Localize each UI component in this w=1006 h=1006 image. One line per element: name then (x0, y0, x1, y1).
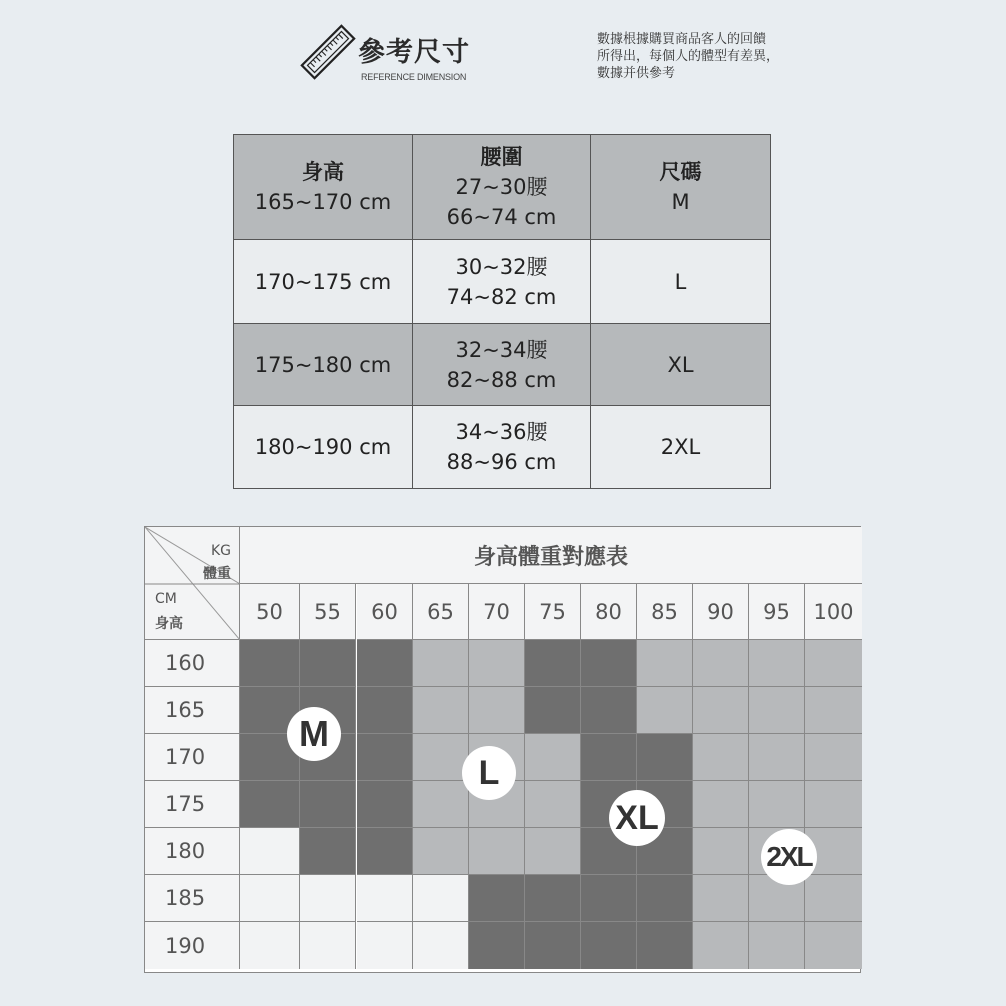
grid-cell (581, 922, 637, 969)
grid-cell (581, 734, 637, 781)
weight-header-cell: 80 (581, 584, 637, 640)
grid-cell (637, 875, 693, 922)
height-row-label: 185 (145, 875, 240, 922)
grid-cell (469, 828, 525, 875)
size-header: 尺碼 (659, 160, 702, 184)
grid-cell (693, 922, 749, 969)
grid-cell (581, 875, 637, 922)
height-row-label: 160 (145, 640, 240, 687)
grid-cell (300, 875, 356, 922)
kg-label: KG (211, 543, 232, 559)
waist-header: 腰圍 (480, 145, 523, 169)
grid-cell (413, 828, 469, 875)
height-cell: 175~180 cm (234, 324, 413, 406)
grid-cell (637, 734, 693, 781)
size-cell (591, 135, 771, 240)
grid-cell (240, 922, 300, 969)
weight-header-cell: 50 (240, 584, 300, 640)
size-cell: 2XL (591, 406, 771, 489)
grid-cell (693, 640, 749, 687)
waist-cm: 66~74 cm (446, 205, 557, 229)
waist-cm: 88~96 cm (446, 450, 557, 474)
grid-cell (469, 922, 525, 969)
table-row (234, 240, 771, 324)
size-badge-2xl: 2XL (761, 829, 817, 885)
weight-header-cell: 100 (805, 584, 862, 640)
height-header: 身高 (302, 160, 344, 184)
grid-cell (357, 922, 413, 969)
note-line: 所得出，每個人的體型有差異， (597, 49, 780, 64)
chart-corner (145, 527, 240, 640)
grid-cell (693, 687, 749, 734)
grid-cell (413, 875, 469, 922)
grid-cell (240, 828, 300, 875)
grid-cell (805, 734, 862, 781)
grid-cell (525, 781, 581, 828)
weight-header-cell: 70 (469, 584, 525, 640)
grid-cell (413, 781, 469, 828)
weight-header-cell: 95 (749, 584, 805, 640)
grid-cell (413, 734, 469, 781)
grid-cell (525, 875, 581, 922)
weight-header-cell: 90 (693, 584, 749, 640)
grid-cell (525, 687, 581, 734)
height-cell: 170~175 cm (234, 240, 413, 324)
weight-header-cell: 60 (357, 584, 413, 640)
waist-cell (413, 240, 591, 324)
waist-inch: 34~36腰 (455, 420, 548, 444)
grid-cell (805, 922, 862, 969)
table-row (234, 135, 771, 240)
grid-cell (413, 687, 469, 734)
size-badge-m: M (287, 707, 341, 761)
grid-cell (357, 687, 413, 734)
waist-inch: 32~34腰 (455, 337, 548, 362)
grid-cell (469, 875, 525, 922)
grid-cell (300, 781, 356, 828)
grid-cell (749, 781, 805, 828)
waist-cm: 74~82 cm (446, 284, 557, 309)
grid-cell (357, 828, 413, 875)
chart-title: 身高體重對應表 (240, 527, 862, 584)
grid-cell (240, 640, 300, 687)
grid-cell (413, 640, 469, 687)
grid-cell (300, 828, 356, 875)
grid-cell (805, 875, 862, 922)
waist-cm: 82~88 cm (446, 367, 557, 392)
size-cell: XL (591, 324, 771, 406)
grid-cell (637, 687, 693, 734)
size-value: M (671, 190, 690, 214)
grid-cell (525, 922, 581, 969)
grid-cell (805, 687, 862, 734)
height-row-label: 180 (145, 828, 240, 875)
height-label: 身高 (155, 616, 183, 632)
ruler-icon (298, 22, 358, 82)
height-cell (234, 135, 413, 240)
waist-inch: 30~32腰 (455, 254, 548, 279)
grid-cell (525, 828, 581, 875)
grid-cell (240, 781, 300, 828)
height-cell: 180~190 cm (234, 406, 413, 489)
cm-label: CM (155, 591, 177, 607)
grid-cell (525, 734, 581, 781)
weight-header-cell: 55 (300, 584, 356, 640)
waist-inch: 27~30腰 (455, 175, 548, 199)
grid-cell (805, 640, 862, 687)
height-weight-chart (144, 526, 861, 973)
weight-header-cell: 85 (637, 584, 693, 640)
grid-cell (469, 687, 525, 734)
height-value: 165~170 cm (254, 190, 392, 214)
weight-label: 體重 (203, 566, 231, 582)
note-line: 數據并供參考 (597, 66, 676, 81)
grid-cell (357, 875, 413, 922)
height-row-label: 170 (145, 734, 240, 781)
grid-cell (525, 640, 581, 687)
grid-cell (749, 640, 805, 687)
grid-cell (357, 734, 413, 781)
grid-cell (581, 687, 637, 734)
grid-cell (469, 640, 525, 687)
grid-cell (357, 640, 413, 687)
table-row (234, 406, 771, 489)
grid-cell (581, 640, 637, 687)
grid-cell (693, 828, 749, 875)
waist-cell (413, 406, 591, 489)
grid-cell (300, 640, 356, 687)
table-row (234, 324, 771, 406)
grid-cell (749, 734, 805, 781)
grid-cell (693, 875, 749, 922)
weight-header-cell: 75 (525, 584, 581, 640)
size-badge-l: L (462, 746, 516, 800)
page-subtitle: REFERENCE DIMENSION (361, 72, 467, 82)
waist-cell (413, 324, 591, 406)
grid-cell (749, 687, 805, 734)
waist-cell (413, 135, 591, 240)
header-note (597, 31, 847, 82)
grid-cell (693, 734, 749, 781)
grid-cell (693, 781, 749, 828)
grid-cell (413, 922, 469, 969)
grid-cell (749, 922, 805, 969)
height-row-label: 175 (145, 781, 240, 828)
height-row-label: 165 (145, 687, 240, 734)
size-badge-xl: XL (609, 790, 665, 846)
grid-cell (357, 781, 413, 828)
grid-cell (637, 922, 693, 969)
grid-cell (805, 781, 862, 828)
grid-cell (637, 640, 693, 687)
grid-cell (300, 922, 356, 969)
weight-header-cell: 65 (413, 584, 469, 640)
page-title: 參考尺寸 (358, 37, 470, 68)
note-line: 數據根據購買商品客人的回饋 (597, 32, 767, 47)
size-table (233, 134, 771, 489)
height-row-label: 190 (145, 922, 240, 969)
grid-cell (240, 875, 300, 922)
size-cell: L (591, 240, 771, 324)
